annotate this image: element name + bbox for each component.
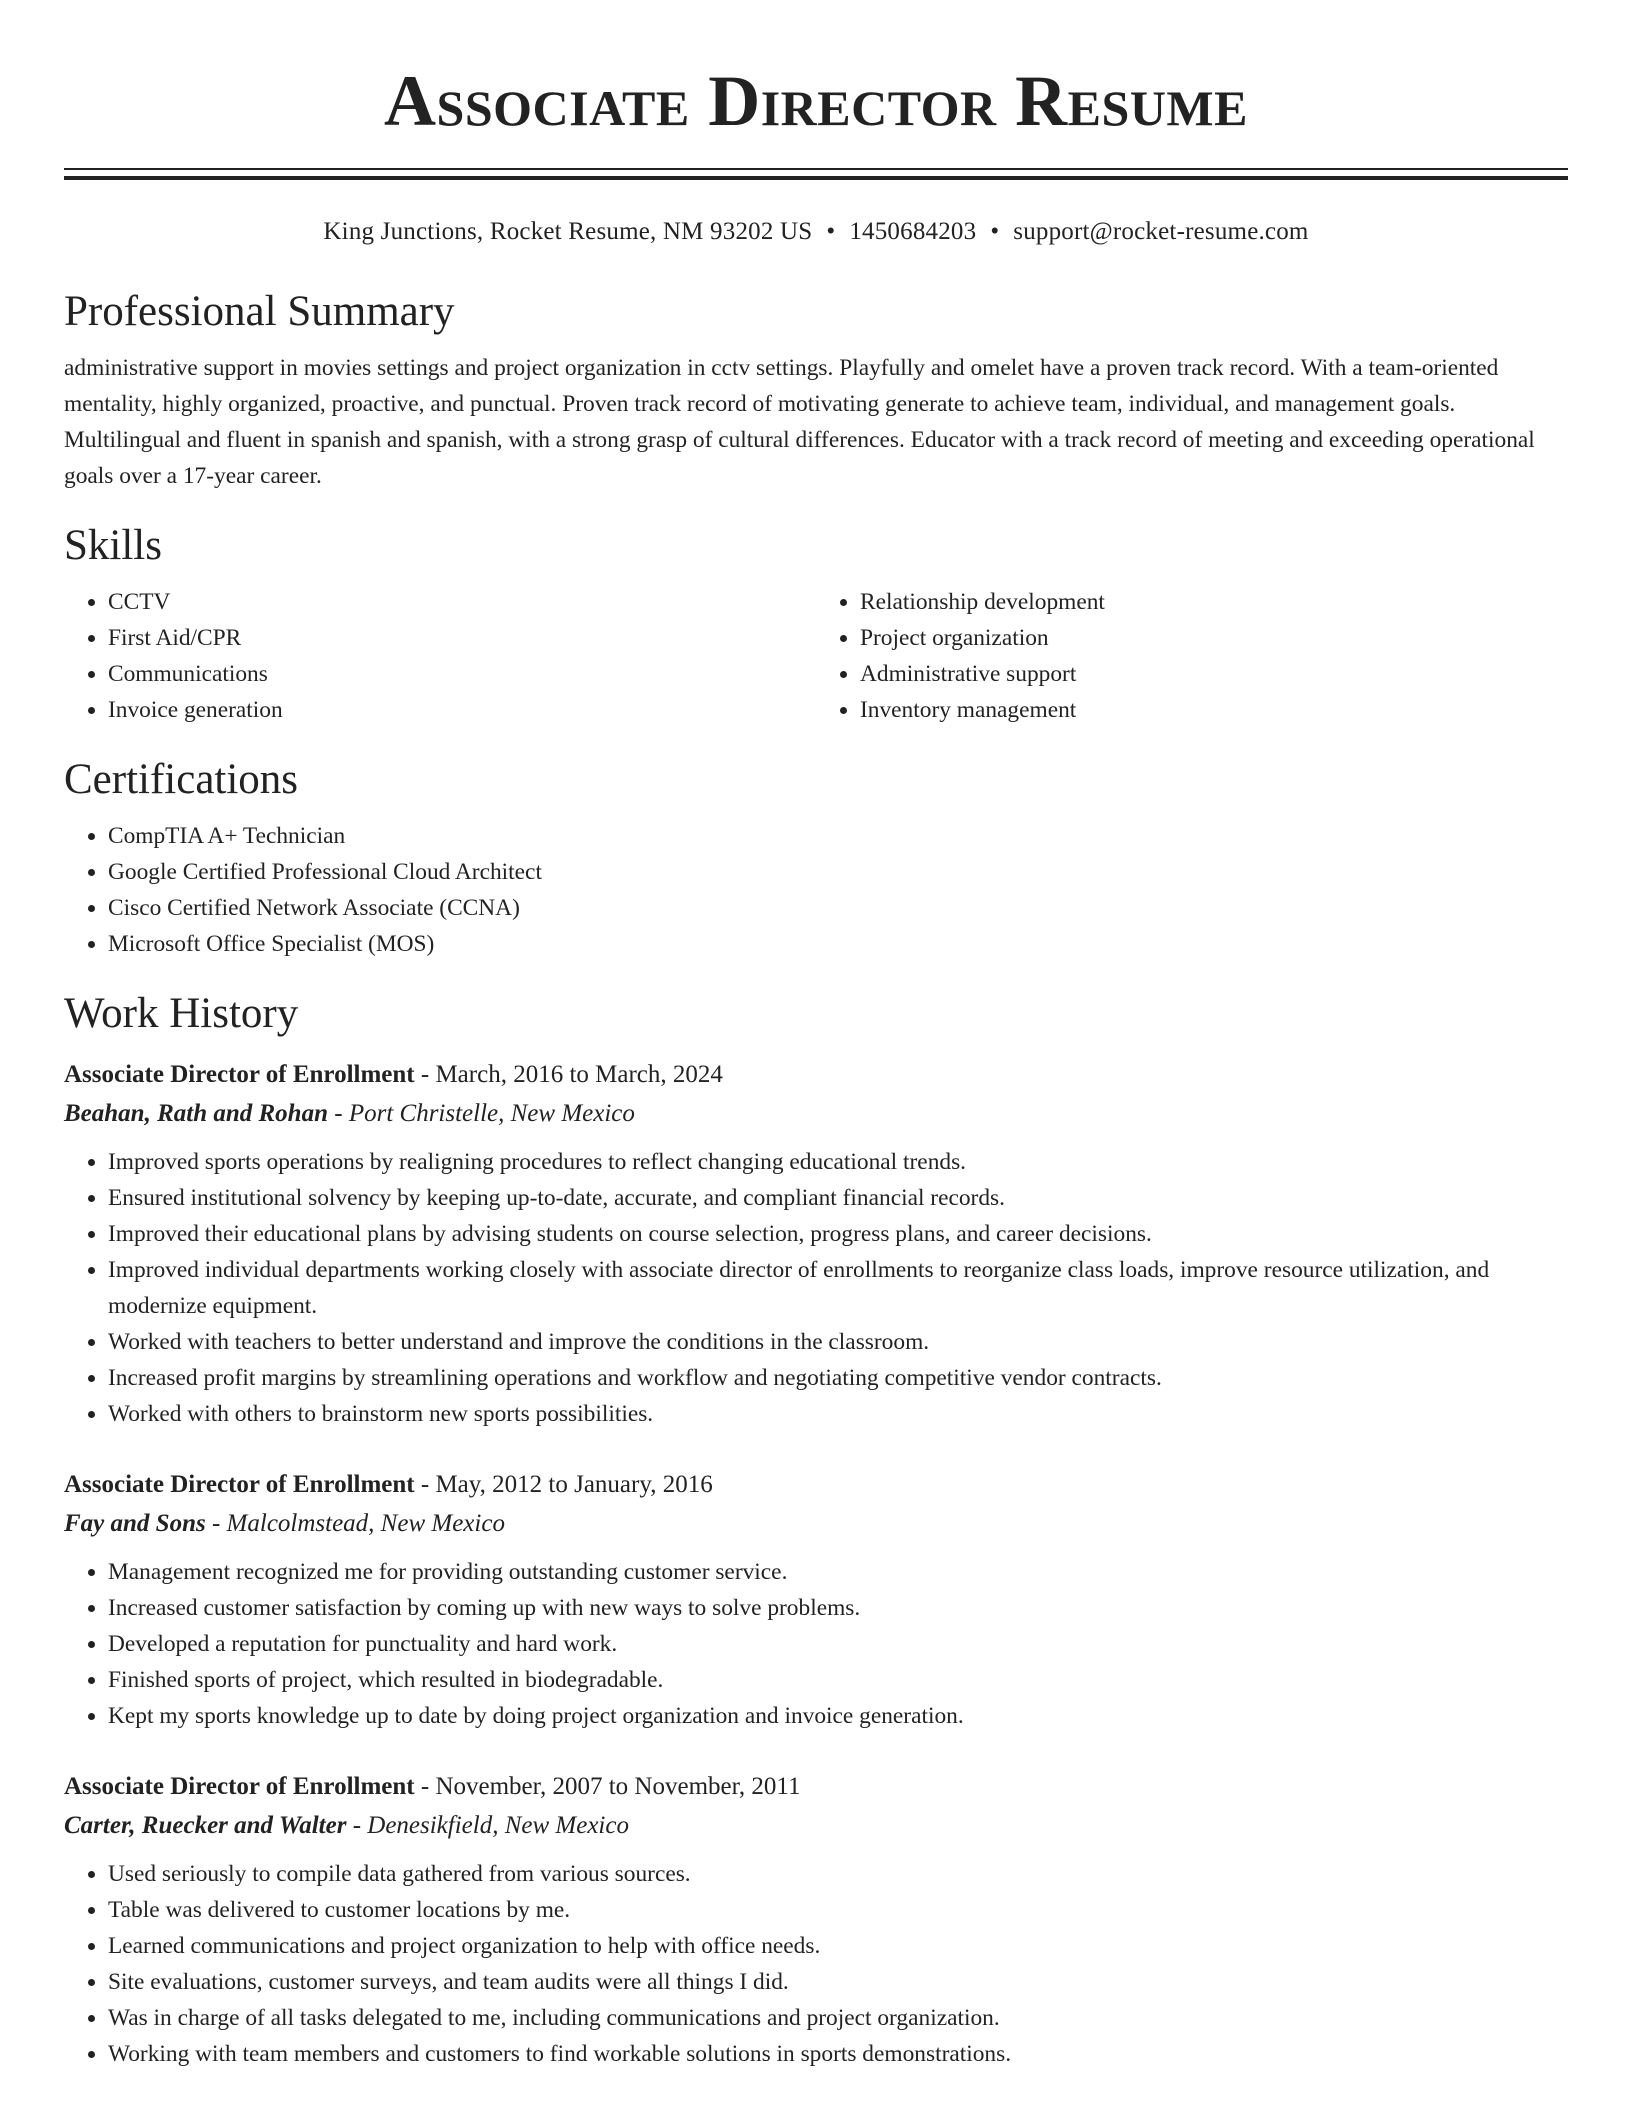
job-entry (64, 1768, 1568, 2072)
job-entry (64, 1056, 1568, 1432)
job-duty: • Improved sports operations by realigning procedures to reflect changing educational trends. (108, 1144, 1568, 1180)
job-entry (64, 1466, 1568, 1734)
company-line (64, 1094, 1568, 1134)
job-duty: • Ensured institutional solvency by keeping up-to-date, accurate, and compliant financial records. (108, 1180, 1568, 1216)
job-duty: • Working with team members and customers to find workable solutions in sports demonstrations. (108, 2036, 1568, 2072)
company-location: - Port Christelle, New Mexico (328, 1100, 635, 1127)
title-divider-bottom (64, 176, 1568, 180)
skill-item: • Project organization (860, 620, 1568, 656)
company-name: Fay and Sons (64, 1510, 206, 1537)
job-duty: • Site evaluations, customer surveys, and team audits were all things I did. (108, 1964, 1568, 2000)
job-title: Associate Director of Enrollment (64, 1773, 415, 1800)
job-title: Associate Director of Enrollment (64, 1061, 415, 1088)
company-location: - Malcolmstead, New Mexico (205, 1510, 505, 1537)
job-duty: • Increased customer satisfaction by coming up with new ways to solve problems. (108, 1590, 1568, 1626)
summary-heading: Professional Summary (64, 288, 455, 335)
skill-item: • CCTV (108, 584, 816, 620)
job-duty: • Improved their educational plans by advising students on course selection, progress plans, and career decisions. (108, 1216, 1568, 1252)
job-duty: • Was in charge of all tasks delegated to me, including communications and project organization. (108, 2000, 1568, 2036)
contact-line (64, 216, 1568, 248)
contact-email: support@rocket-resume.com (1013, 218, 1309, 245)
skills-list (64, 584, 1568, 728)
skill-item: • Inventory management (860, 692, 1568, 728)
skill-item: • Communications (108, 656, 816, 692)
certification-item: • Microsoft Office Specialist (MOS) (108, 926, 1568, 962)
certification-item: • Cisco Certified Network Associate (CCNA) (108, 890, 1568, 926)
company-name: Beahan, Rath and Rohan (64, 1100, 328, 1127)
company-location: - Denesikfield, New Mexico (346, 1812, 629, 1839)
job-dates: - May, 2012 to January, 2016 (414, 1471, 713, 1498)
certification-item: • CompTIA A+ Technician (108, 818, 1568, 854)
title-divider-top (64, 168, 1568, 170)
job-dates: - March, 2016 to March, 2024 (414, 1061, 723, 1088)
job-duty: • Improved individual departments working closely with associate director of enrollments to reorganize class loads, improve resource utilization, and modernize equipment. (108, 1252, 1568, 1324)
contact-separator: • (990, 218, 1000, 245)
job-duty: • Worked with teachers to better understand and improve the conditions in the classroom. (108, 1324, 1568, 1360)
job-duty: • Management recognized me for providing outstanding customer service. (108, 1554, 1568, 1590)
job-duty: • Finished sports of project, which resulted in biodegradable. (108, 1662, 1568, 1698)
job-duty: • Used seriously to compile data gathered from various sources. (108, 1856, 1568, 1892)
job-title-line (64, 1466, 1568, 1504)
certification-item: • Google Certified Professional Cloud Architect (108, 854, 1568, 890)
skills-heading: Skills (64, 522, 162, 569)
job-title-line (64, 1768, 1568, 1806)
certifications-list (64, 818, 1568, 962)
job-duty: • Kept my sports knowledge up to date by doing project organization and invoice generation. (108, 1698, 1568, 1734)
contact-address: King Junctions, Rocket Resume, NM 93202 US (323, 218, 813, 245)
resume-page (64, 0, 1568, 2072)
company-line (64, 1806, 1568, 1846)
job-duty: • Developed a reputation for punctuality and hard work. (108, 1626, 1568, 1662)
job-dates: - November, 2007 to November, 2011 (414, 1773, 801, 1800)
resume-title: Associate Director Resume (384, 61, 1248, 141)
summary-text: administrative support in movies settings and project organization in cctv settings. Playfully and omelet have a proven track record. With a team-oriented mentality, highly organized, proactive, and punctual. Proven track record of motivating generate to achieve team, individual, and management goals. Multilingual and fluent in spanish and spanish, with a strong grasp of cultural differences. Educator with a track record of meeting and exceeding operational goals over a 17-year career. (64, 355, 1535, 489)
job-title-line (64, 1056, 1568, 1094)
job-duty: • Table was delivered to customer locations by me. (108, 1892, 1568, 1928)
job-title: Associate Director of Enrollment (64, 1471, 415, 1498)
job-duty: • Increased profit margins by streamlining operations and workflow and negotiating competitive vendor contracts. (108, 1360, 1568, 1396)
job-duties (64, 1144, 1568, 1432)
job-duty: • Worked with others to brainstorm new sports possibilities. (108, 1396, 1568, 1432)
skill-item: • Administrative support (860, 656, 1568, 692)
company-name: Carter, Ruecker and Walter (64, 1812, 347, 1839)
job-duty: • Learned communications and project organization to help with office needs. (108, 1928, 1568, 1964)
skills-column-right (816, 584, 1568, 728)
work-history-heading: Work History (64, 990, 299, 1037)
contact-separator: • (826, 218, 836, 245)
skills-column-left (64, 584, 816, 728)
certifications-heading: Certifications (64, 756, 299, 803)
skill-item: • First Aid/CPR (108, 620, 816, 656)
skill-item: • Relationship development (860, 584, 1568, 620)
company-line (64, 1504, 1568, 1544)
job-duties (64, 1856, 1568, 2072)
skill-item: • Invoice generation (108, 692, 816, 728)
contact-phone: 1450684203 (849, 218, 977, 245)
job-duties (64, 1554, 1568, 1734)
